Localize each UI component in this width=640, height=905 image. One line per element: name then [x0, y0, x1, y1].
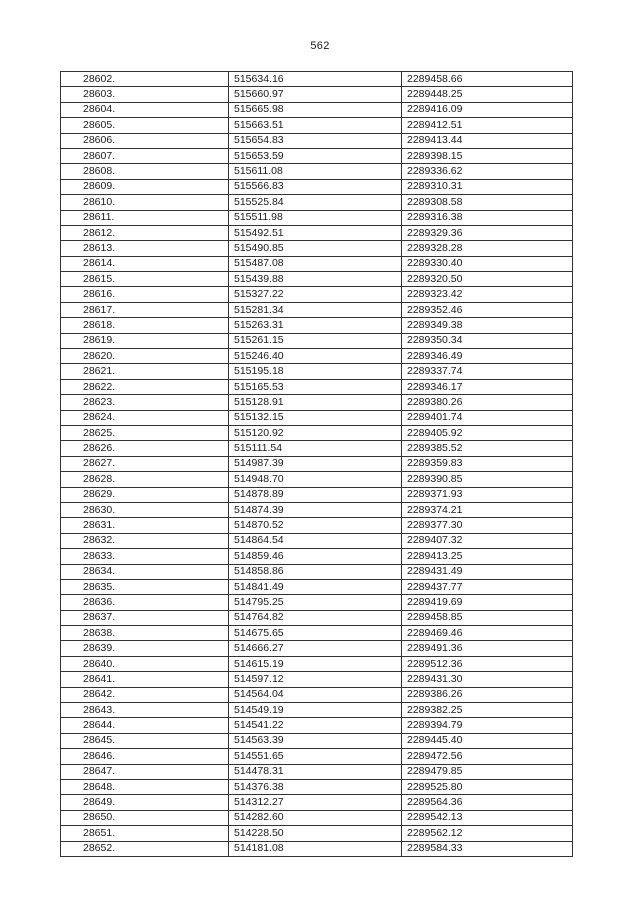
point-number-cell: 28616. — [61, 287, 229, 302]
table-row — [61, 287, 573, 302]
x-coordinate-cell: 515261.15 — [229, 333, 402, 348]
x-coordinate-cell: 515281.34 — [229, 302, 402, 317]
y-coordinate-cell: 2289350.34 — [402, 333, 573, 348]
table-row — [61, 733, 573, 748]
x-coordinate-cell: 515663.51 — [229, 118, 402, 133]
table-row — [61, 410, 573, 425]
table-row — [61, 72, 573, 87]
y-coordinate-cell: 2289416.09 — [402, 102, 573, 117]
x-coordinate-cell: 514564.04 — [229, 687, 402, 702]
point-number-cell: 28646. — [61, 749, 229, 764]
x-coordinate-cell: 515111.54 — [229, 441, 402, 456]
point-number-cell: 28625. — [61, 425, 229, 440]
y-coordinate-cell: 2289437.77 — [402, 579, 573, 594]
point-number-cell: 28615. — [61, 272, 229, 287]
y-coordinate-cell: 2289377.30 — [402, 518, 573, 533]
point-number-cell: 28602. — [61, 72, 229, 87]
x-coordinate-cell: 514563.39 — [229, 733, 402, 748]
x-coordinate-cell: 515566.83 — [229, 179, 402, 194]
point-number-cell: 28623. — [61, 395, 229, 410]
x-coordinate-cell: 514864.54 — [229, 533, 402, 548]
table-row — [61, 518, 573, 533]
y-coordinate-cell: 2289346.49 — [402, 349, 573, 364]
y-coordinate-cell: 2289413.44 — [402, 133, 573, 148]
point-number-cell: 28628. — [61, 472, 229, 487]
y-coordinate-cell: 2289346.17 — [402, 379, 573, 394]
y-coordinate-cell: 2289448.25 — [402, 87, 573, 102]
y-coordinate-cell: 2289329.36 — [402, 225, 573, 240]
table-row — [61, 502, 573, 517]
x-coordinate-cell: 515654.83 — [229, 133, 402, 148]
y-coordinate-cell: 2289323.42 — [402, 287, 573, 302]
y-coordinate-cell: 2289407.32 — [402, 533, 573, 548]
x-coordinate-cell: 514858.86 — [229, 564, 402, 579]
table-row — [61, 333, 573, 348]
y-coordinate-cell: 2289562.12 — [402, 826, 573, 841]
y-coordinate-cell: 2289413.25 — [402, 549, 573, 564]
table-row — [61, 749, 573, 764]
table-row — [61, 195, 573, 210]
x-coordinate-cell: 515246.40 — [229, 349, 402, 364]
x-coordinate-cell: 515439.88 — [229, 272, 402, 287]
point-number-cell: 28621. — [61, 364, 229, 379]
y-coordinate-cell: 2289382.25 — [402, 703, 573, 718]
point-number-cell: 28626. — [61, 441, 229, 456]
y-coordinate-cell: 2289328.28 — [402, 241, 573, 256]
point-number-cell: 28618. — [61, 318, 229, 333]
x-coordinate-cell: 515195.18 — [229, 364, 402, 379]
table-row — [61, 610, 573, 625]
table-row — [61, 779, 573, 794]
point-number-cell: 28635. — [61, 579, 229, 594]
y-coordinate-cell: 2289431.49 — [402, 564, 573, 579]
y-coordinate-cell: 2289458.85 — [402, 610, 573, 625]
point-number-cell: 28647. — [61, 764, 229, 779]
x-coordinate-cell: 514478.31 — [229, 764, 402, 779]
table-row — [61, 703, 573, 718]
point-number-cell: 28631. — [61, 518, 229, 533]
point-number-cell: 28624. — [61, 410, 229, 425]
y-coordinate-cell: 2289385.52 — [402, 441, 573, 456]
table-row — [61, 241, 573, 256]
x-coordinate-cell: 515634.16 — [229, 72, 402, 87]
point-number-cell: 28645. — [61, 733, 229, 748]
point-number-cell: 28607. — [61, 148, 229, 163]
y-coordinate-cell: 2289371.93 — [402, 487, 573, 502]
point-number-cell: 28613. — [61, 241, 229, 256]
x-coordinate-cell: 514597.12 — [229, 672, 402, 687]
y-coordinate-cell: 2289336.62 — [402, 164, 573, 179]
x-coordinate-cell: 515165.53 — [229, 379, 402, 394]
table-row — [61, 564, 573, 579]
point-number-cell: 28629. — [61, 487, 229, 502]
y-coordinate-cell: 2289380.26 — [402, 395, 573, 410]
point-number-cell: 28636. — [61, 595, 229, 610]
table-row — [61, 364, 573, 379]
table-row — [61, 456, 573, 471]
coordinates-table — [60, 71, 573, 857]
x-coordinate-cell: 514795.25 — [229, 595, 402, 610]
x-coordinate-cell: 515120.92 — [229, 425, 402, 440]
x-coordinate-cell: 514874.39 — [229, 502, 402, 517]
y-coordinate-cell: 2289394.79 — [402, 718, 573, 733]
table-row — [61, 133, 573, 148]
table-row — [61, 841, 573, 856]
table-row — [61, 810, 573, 825]
y-coordinate-cell: 2289316.38 — [402, 210, 573, 225]
x-coordinate-cell: 514870.52 — [229, 518, 402, 533]
x-coordinate-cell: 514181.08 — [229, 841, 402, 856]
y-coordinate-cell: 2289584.33 — [402, 841, 573, 856]
y-coordinate-cell: 2289512.36 — [402, 656, 573, 671]
point-number-cell: 28649. — [61, 795, 229, 810]
point-number-cell: 28643. — [61, 703, 229, 718]
x-coordinate-cell: 514541.22 — [229, 718, 402, 733]
table-row — [61, 210, 573, 225]
point-number-cell: 28639. — [61, 641, 229, 656]
x-coordinate-cell: 515525.84 — [229, 195, 402, 210]
point-number-cell: 28634. — [61, 564, 229, 579]
table-row — [61, 826, 573, 841]
x-coordinate-cell: 514228.50 — [229, 826, 402, 841]
table-row — [61, 272, 573, 287]
table-row — [61, 379, 573, 394]
y-coordinate-cell: 2289542.13 — [402, 810, 573, 825]
point-number-cell: 28652. — [61, 841, 229, 856]
point-number-cell: 28633. — [61, 549, 229, 564]
x-coordinate-cell: 515490.85 — [229, 241, 402, 256]
table-row — [61, 687, 573, 702]
point-number-cell: 28612. — [61, 225, 229, 240]
point-number-cell: 28608. — [61, 164, 229, 179]
x-coordinate-cell: 515492.51 — [229, 225, 402, 240]
x-coordinate-cell: 515327.22 — [229, 287, 402, 302]
x-coordinate-cell: 515653.59 — [229, 148, 402, 163]
table-row — [61, 118, 573, 133]
x-coordinate-cell: 514312.27 — [229, 795, 402, 810]
point-number-cell: 28627. — [61, 456, 229, 471]
y-coordinate-cell: 2289564.36 — [402, 795, 573, 810]
x-coordinate-cell: 514841.49 — [229, 579, 402, 594]
y-coordinate-cell: 2289469.46 — [402, 626, 573, 641]
point-number-cell: 28632. — [61, 533, 229, 548]
table-row — [61, 764, 573, 779]
y-coordinate-cell: 2289479.85 — [402, 764, 573, 779]
x-coordinate-cell: 515611.08 — [229, 164, 402, 179]
y-coordinate-cell: 2289431.30 — [402, 672, 573, 687]
table-row — [61, 656, 573, 671]
x-coordinate-cell: 514549.19 — [229, 703, 402, 718]
table-row — [61, 425, 573, 440]
x-coordinate-cell: 514948.70 — [229, 472, 402, 487]
table-row — [61, 225, 573, 240]
table-row — [61, 472, 573, 487]
y-coordinate-cell: 2289352.46 — [402, 302, 573, 317]
x-coordinate-cell: 514551.65 — [229, 749, 402, 764]
x-coordinate-cell: 515511.98 — [229, 210, 402, 225]
y-coordinate-cell: 2289491.36 — [402, 641, 573, 656]
x-coordinate-cell: 514282.60 — [229, 810, 402, 825]
table-row — [61, 533, 573, 548]
table-row — [61, 672, 573, 687]
y-coordinate-cell: 2289458.66 — [402, 72, 573, 87]
point-number-cell: 28641. — [61, 672, 229, 687]
point-number-cell: 28644. — [61, 718, 229, 733]
point-number-cell: 28604. — [61, 102, 229, 117]
point-number-cell: 28648. — [61, 779, 229, 794]
x-coordinate-cell: 514878.89 — [229, 487, 402, 502]
table-row — [61, 349, 573, 364]
table-row — [61, 256, 573, 271]
x-coordinate-cell: 515128.91 — [229, 395, 402, 410]
point-number-cell: 28619. — [61, 333, 229, 348]
x-coordinate-cell: 514666.27 — [229, 641, 402, 656]
y-coordinate-cell: 2289337.74 — [402, 364, 573, 379]
point-number-cell: 28606. — [61, 133, 229, 148]
y-coordinate-cell: 2289401.74 — [402, 410, 573, 425]
table-row — [61, 718, 573, 733]
x-coordinate-cell: 514859.46 — [229, 549, 402, 564]
y-coordinate-cell: 2289320.50 — [402, 272, 573, 287]
y-coordinate-cell: 2289472.56 — [402, 749, 573, 764]
table-row — [61, 102, 573, 117]
table-row — [61, 795, 573, 810]
x-coordinate-cell: 514987.39 — [229, 456, 402, 471]
table-row — [61, 549, 573, 564]
y-coordinate-cell: 2289374.21 — [402, 502, 573, 517]
y-coordinate-cell: 2289445.40 — [402, 733, 573, 748]
point-number-cell: 28610. — [61, 195, 229, 210]
x-coordinate-cell: 515132.15 — [229, 410, 402, 425]
table-row — [61, 441, 573, 456]
x-coordinate-cell: 514376.38 — [229, 779, 402, 794]
point-number-cell: 28617. — [61, 302, 229, 317]
y-coordinate-cell: 2289359.83 — [402, 456, 573, 471]
x-coordinate-cell: 515263.31 — [229, 318, 402, 333]
coordinates-table-body — [61, 72, 573, 857]
point-number-cell: 28614. — [61, 256, 229, 271]
y-coordinate-cell: 2289386.26 — [402, 687, 573, 702]
y-coordinate-cell: 2289412.51 — [402, 118, 573, 133]
page-number: 562 — [310, 40, 330, 52]
y-coordinate-cell: 2289398.15 — [402, 148, 573, 163]
table-row — [61, 87, 573, 102]
table-row — [61, 641, 573, 656]
point-number-cell: 28640. — [61, 656, 229, 671]
table-row — [61, 164, 573, 179]
point-number-cell: 28630. — [61, 502, 229, 517]
point-number-cell: 28651. — [61, 826, 229, 841]
table-row — [61, 148, 573, 163]
point-number-cell: 28638. — [61, 626, 229, 641]
point-number-cell: 28637. — [61, 610, 229, 625]
table-row — [61, 579, 573, 594]
table-row — [61, 318, 573, 333]
y-coordinate-cell: 2289419.69 — [402, 595, 573, 610]
table-row — [61, 487, 573, 502]
x-coordinate-cell: 514764.82 — [229, 610, 402, 625]
y-coordinate-cell: 2289525.80 — [402, 779, 573, 794]
table-row — [61, 395, 573, 410]
table-row — [61, 302, 573, 317]
point-number-cell: 28622. — [61, 379, 229, 394]
point-number-cell: 28611. — [61, 210, 229, 225]
table-row — [61, 626, 573, 641]
table-row — [61, 179, 573, 194]
y-coordinate-cell: 2289349.38 — [402, 318, 573, 333]
x-coordinate-cell: 514675.65 — [229, 626, 402, 641]
x-coordinate-cell: 515487.08 — [229, 256, 402, 271]
x-coordinate-cell: 515665.98 — [229, 102, 402, 117]
y-coordinate-cell: 2289330.40 — [402, 256, 573, 271]
x-coordinate-cell: 515660.97 — [229, 87, 402, 102]
x-coordinate-cell: 514615.19 — [229, 656, 402, 671]
point-number-cell: 28609. — [61, 179, 229, 194]
point-number-cell: 28650. — [61, 810, 229, 825]
y-coordinate-cell: 2289308.58 — [402, 195, 573, 210]
point-number-cell: 28603. — [61, 87, 229, 102]
y-coordinate-cell: 2289310.31 — [402, 179, 573, 194]
point-number-cell: 28642. — [61, 687, 229, 702]
y-coordinate-cell: 2289405.92 — [402, 425, 573, 440]
point-number-cell: 28605. — [61, 118, 229, 133]
point-number-cell: 28620. — [61, 349, 229, 364]
y-coordinate-cell: 2289390.85 — [402, 472, 573, 487]
table-row — [61, 595, 573, 610]
